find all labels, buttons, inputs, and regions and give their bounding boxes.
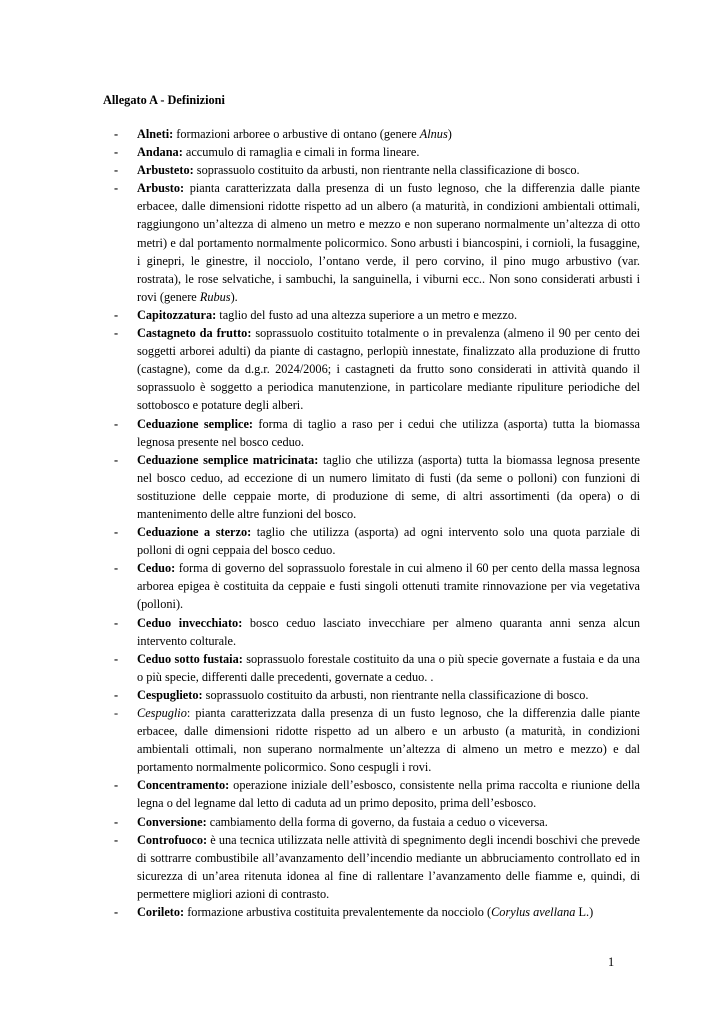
definition-text: accumulo di ramaglia e cimali in forma lineare. <box>182 145 420 160</box>
definition-term: Concentramento: <box>137 778 230 793</box>
definition-term: Ceduo sotto fustaia: <box>137 651 243 666</box>
definition-term: Conversione: <box>137 814 207 829</box>
definition-term: Arbusto: <box>137 181 185 196</box>
definition-item: - Castagneto da frutto: soprassuolo costituito totalmente o in prevalenza (almeno il 90 per cento dei soggetti arborei adulti) da piante di castagno, perlopiù innestate, finalizzato alla produzione di frutto (castagne), come da d.g.r. 2024/2006; i castagneti da frutto sono considerati in attività quando il soprassuolo è soggetto a periodica manutenzione, in particolare mediante ripuliture periodiche del sottobosco e potature degli alberi. <box>114 326 640 413</box>
definition-text: operazione iniziale dell’esbosco, consistente nella prima raccolta e riunione della legna o del legname dal letto di caduta ad un primo deposito, prima dell’esbosco. <box>137 778 640 811</box>
definition-text: soprassuolo costituito da arbusti, non rientrante nella classificazione di bosco. <box>193 163 580 178</box>
definition-text-italic: Rubus <box>199 289 231 304</box>
definition-term: Corileto: <box>137 905 185 920</box>
definition-item: - Arbusto: pianta caratterizzata dalla presenza di un fusto legnoso, che la differenzia dalle piante erbacee, dalle dimensioni ridotte rispetto ad un albero (a maturità, in condizioni ambientali ottimali, raggiungono un’altezza di almeno un metro e mezzo e non superano normalmente un’altezza di otto metri) e dal portamento normalmente policormico. Sono arbusti i biancospini, i cornioli, la fusaggine, i ginepri, le ginestre, il nocciolo, l’ontano verde, il pero corvino, il pino mugo arbustivo (var. rostrata), le rose selvatiche, i sambuchi, la sanguinella, i viburni ecc.. Non sono considerati arbusti i rovi (genere Rubus). <box>114 181 640 304</box>
definition-term: Ceduo invecchiato: <box>137 615 243 630</box>
definition-text: : pianta caratterizzata dalla presenza di un fusto legnoso, che la differenzia dalle piante erbacee, dalle dimensioni ridotte rispetto ad un albero e un arbusto (a maturità, in condizioni ambientali ottimali, non superano normalmente un’altezza di almeno un metro e mezzo) e dal portamento normalmente policormico. Sono cespugli i rovi. <box>137 706 640 775</box>
definitions-list <box>0 125 724 921</box>
definition-text: soprassuolo costituito totalmente o in prevalenza (almeno il 90 per cento dei soggetti arborei adulti) da piante di castagno, perlopiù innestate, finalizzato alla produzione di frutto (castagne), come da d.g.r. 2024/2006; i castagneti da frutto sono considerati in attività quando il soprassuolo è soggetto a periodica manutenzione, in particolare mediante ripuliture periodiche del sottobosco e potature degli alberi. <box>137 326 640 413</box>
definition-term: Controfuoco: <box>137 832 208 847</box>
definition-term: Castagneto da frutto: <box>137 326 252 341</box>
definition-term: Ceduazione a sterzo: <box>137 525 252 540</box>
definition-text: forma di governo del soprassuolo forestale in cui almeno il 60 per cento della massa legnosa arborea epigea è costituita da ceppaie e fusti singoli ottenuti tramite rinnovazione per via vegetativa (polloni). <box>137 561 640 612</box>
definition-term: Ceduazione semplice: <box>137 416 254 431</box>
definition-item: - Corileto: formazione arbustiva costituita prevalentemente da nocciolo (Corylus avellana L.) <box>114 905 594 920</box>
definition-item: - Ceduazione semplice matricinata: taglio che utilizza (asporta) tutta la biomassa legnosa presente nel bosco ceduo, ad eccezione di un numero limitato di fusti (da seme o polloni) con funzioni di sostituzione delle ceppaie morte, di produzione di seme, di altri assortimenti (da opera) o di mantenimento delle altre funzioni del bosco. <box>114 452 640 521</box>
definition-text: formazione arbustiva costituita prevalentemente da nocciolo ( <box>184 905 492 920</box>
page-number: 1 <box>608 955 615 969</box>
definition-item: - Cespuglio: pianta caratterizzata dalla presenza di un fusto legnoso, che la differenzia dalle piante erbacee, dalle dimensioni ridotte rispetto ad un albero e un arbusto (a maturità, in condizioni ambientali ottimali, non superano normalmente un’altezza di almeno un metro e mezzo) e dal portamento normalmente policormico. Sono cespugli i rovi. <box>114 706 640 775</box>
definition-text: cambiamento della forma di governo, da fustaia a ceduo o viceversa. <box>206 814 548 829</box>
definition-item: - Ceduazione semplice: forma di taglio a raso per i cedui che utilizza (asporta) tutta la biomassa legnosa presente nel bosco ceduo. <box>114 416 641 449</box>
definition-text: L.) <box>575 905 594 920</box>
definition-text: forma di taglio a raso per i cedui che utilizza (asporta) tutta la biomassa legnosa presente nel bosco ceduo. <box>137 416 641 449</box>
definition-text: ) <box>447 127 452 141</box>
definition-term: Ceduo: <box>137 561 176 576</box>
definition-text: ). <box>230 289 238 304</box>
definition-text: formazioni arboree o arbustive di ontano (genere <box>173 127 420 141</box>
definition-text: soprassuolo forestale costituito da una o più specie governate a fustaia e da una o più specie, differenti dalle precedenti, governate a ceduo. . <box>137 651 640 684</box>
definition-text: soprassuolo costituito da arbusti, non rientrante nella classificazione di bosco. <box>202 687 589 702</box>
definition-item: - Concentramento: operazione iniziale dell’esbosco, consistente nella prima raccolta e riunione della legna o del legname dal letto di caduta ad un primo deposito, prima dell’esbosco. <box>114 778 640 811</box>
definition-item: - Ceduo: forma di governo del soprassuolo forestale in cui almeno il 60 per cento della massa legnosa arborea epigea è costituita da ceppaie e fusti singoli ottenuti tramite rinnovazione per via vegetativa (polloni). <box>114 561 640 612</box>
definition-item: - Conversione: cambiamento della forma di governo, da fustaia a ceduo o viceversa. <box>114 814 548 829</box>
definition-item: - Ceduazione a sterzo: taglio che utilizza (asporta) ad ogni intervento solo una quota parziale di polloni di ogni ceppaia del bosco ceduo. <box>114 525 641 558</box>
definition-term: Arbusteto: <box>137 163 194 178</box>
definition-text: è una tecnica utilizzata nelle attività di spegnimento degli incendi boschivi che prevede di sottrarre combustibile all’avanzamento dell’incendio mediante un abbruciamento controllato ed in sicurezza di un’area ritenuta idonea al fine di rallentare l’avanzamento delle fiamme e, quindi, di permettere migliori azioni di contrasto. <box>137 832 640 901</box>
definition-term: Andana: <box>137 145 183 160</box>
document-title: Allegato A - Definizioni <box>103 93 225 107</box>
definition-term: Capitozzatura: <box>137 307 217 322</box>
definition-item: - Ceduo invecchiato: bosco ceduo lasciato invecchiare per almeno quaranta anni senza alcun intervento colturale. <box>114 615 640 648</box>
definition-text-italic: Corylus avellana <box>491 905 576 920</box>
definition-text: bosco ceduo lasciato invecchiare per almeno quaranta anni senza alcun intervento colturale. <box>137 615 640 648</box>
definition-term: Ceduazione semplice matricinata: <box>137 452 319 467</box>
definition-item: - Alneti: formazioni arboree o arbustive di ontano (genere Alnus) <box>114 127 452 141</box>
definition-item: - Arbusteto: soprassuolo costituito da arbusti, non rientrante nella classificazione di bosco. <box>114 163 580 178</box>
definition-term: Alneti: <box>137 127 174 141</box>
definition-text: taglio che utilizza (asporta) tutta la biomassa legnosa presente nel bosco ceduo, ad eccezione di un numero limitato di fusti (da seme o polloni) con funzioni di sostituzione delle ceppaie morte, di produzione di seme, di altri assortimenti (da opera) o di mantenimento delle altre funzioni del bosco. <box>137 452 640 521</box>
definition-item: - Andana: accumulo di ramaglia e cimali in forma lineare. <box>114 145 420 160</box>
definition-term: Cespuglio <box>137 706 187 720</box>
definition-item: - Ceduo sotto fustaia: soprassuolo forestale costituito da una o più specie governate a fustaia e da una o più specie, differenti dalle precedenti, governate a ceduo. . <box>114 651 640 684</box>
definition-text: taglio del fusto ad una altezza superiore a un metro e mezzo. <box>216 307 518 322</box>
definition-term: Cespuglieto: <box>137 687 203 702</box>
definition-item: - Capitozzatura: taglio del fusto ad una altezza superiore a un metro e mezzo. <box>114 307 518 322</box>
definition-text-italic: Alnus <box>419 127 448 141</box>
definition-text: pianta caratterizzata dalla presenza di un fusto legnoso, che la differenzia dalle piante erbacee, dalle dimensioni ridotte rispetto ad un albero (a maturità, in condizioni ambientali ottimali, raggiungono un’altezza di almeno un metro e mezzo e non superano normalmente un’altezza di otto metri) e dal portamento normalmente policormico. Sono arbusti i biancospini, i cornioli, la fusaggine, i ginepri, le ginestre, il nocciolo, l’ontano verde, il pero corvino, il pino mugo arbustivo (var. rostrata), le rose selvatiche, i sambuchi, la sanguinella, i viburni ecc.. Non sono considerati arbusti i rovi (genere <box>137 181 640 304</box>
definition-text: taglio che utilizza (asporta) ad ogni intervento solo una quota parziale di polloni di ogni ceppaia del bosco ceduo. <box>137 525 641 558</box>
definition-item: - Cespuglieto: soprassuolo costituito da arbusti, non rientrante nella classificazione di bosco. <box>114 687 589 702</box>
definition-item: - Controfuoco: è una tecnica utilizzata nelle attività di spegnimento degli incendi boschivi che prevede di sottrarre combustibile all’avanzamento dell’incendio mediante un abbruciamento controllato ed in sicurezza di un’area ritenuta idonea al fine di rallentare l’avanzamento delle fiamme e, quindi, di permettere migliori azioni di contrasto. <box>114 832 640 901</box>
